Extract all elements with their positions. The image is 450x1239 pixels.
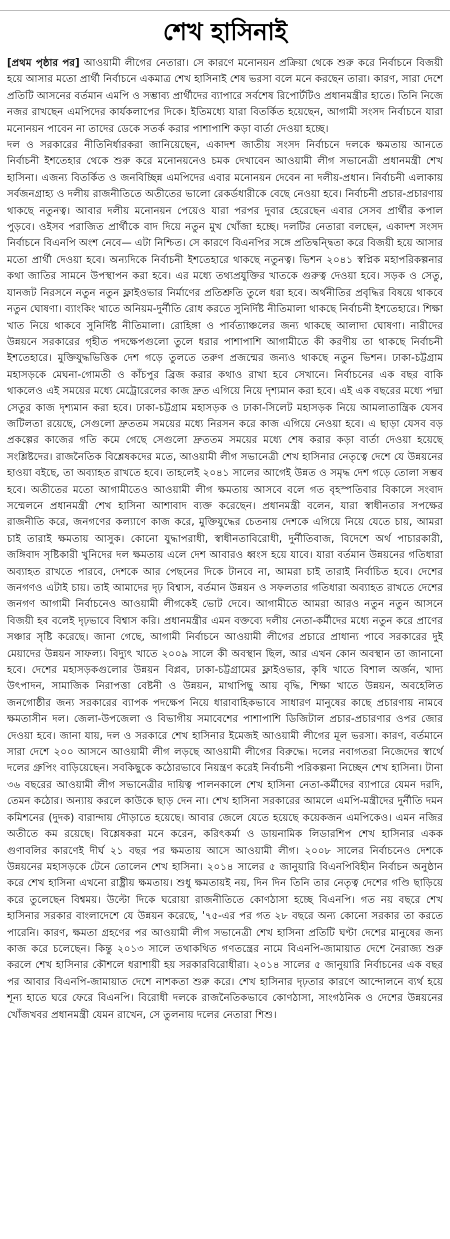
jump-label: [প্রথম পৃষ্ঠার পর] — [7, 58, 80, 69]
article-paragraph — [7, 138, 443, 1024]
paragraph-text: দল ও সরকারের নীতিনির্ধারকরা জানিয়েছেন, একাদশ জাতীয় সংসদ নির্বাচনে দলকে ক্ষমতায় আনতে নির্বাচনী ইশতেহার থেকে শুরু করে মনোনয়নেও চমক দেখাবেন আওয়ামী লীগ সভানেত্রী প্রধানমন্ত্রী শেখ হাসিনা। এজন্য বিতর্কিত ও জনবিচ্ছিন্ন এমপিদের এবার মনোনয়ন দেবেন না দলীয়-প্রধান। নির্বাচনী এলাকায় সর্বজনগ্রাহ্য ও দলীয় রাজনীতিতে অতীতের ভালো রেকর্ডধারীকে বেছে নেওয়া হবে। নির্বাচনী প্রচার-প্রচারণায় থাকছে নতুনত্ব। আবার দলীয় মনোনয়ন পেয়েও যারা পরপর দুবার হেরেছেন এবার সেসব প্রার্থীর কপাল পুড়বে। ওইসব পরাজিত প্রার্থীকে বাদ দিয়ে নতুন মুখ খোঁজা হচ্ছে। দলটির নেতারা বলছেন, একাদশ সংসদ নির্বাচনে বিএনপি অংশ নেবে— এটা নিশ্চিত। সে কারণে বিএনপির সঙ্গে প্রতিদ্বন্দ্বিতা করে বিজয়ী হয়ে আসার মতো প্রার্থী দেওয়া হবে। অন্যদিকে নির্বাচনী ইশতেহারে থাকছে নতুনত্ব। ভিশন ২০৪১ স্বপ্নিক মহাপরিকল্পনার কথা জাতির সামনে উপস্থাপন করা হবে। এর মধ্যে তথ্যপ্রযুক্তির খাতকে গুরুত্ব দেওয়া হবে। সড়ক ও সেতু, যানজট নিরসনে নতুন নতুন ফ্লাইওভার নির্মাণের প্রতিশ্রুতি তুলে ধরা হবে। অর্থনীতির প্রবৃদ্ধির বিষয়ে থাকবে নতুন ঘোষণা। ব্যাংকিং খাতে অনিয়ম-দুর্নীতি রোধ করতে সুনির্দিষ্ট নীতিমালা থাকছে নির্বাচনী ইশতেহারে। শিক্ষা খাত নিয়ে থাকবে সুনির্দিষ্ট নীতিমালা। রোহিঙ্গা ও পার্বত্যাঞ্চলের জন্য থাকছে আলাদা ঘোষণা। নারীদের উন্নয়নে সরকারের গৃহীত পদক্ষেপগুলো তুলে ধরার পাশাপাশি আগামীতে কী করণীয় তা থাকছে নির্বাচনী ইশতেহারে। মুক্তিযুদ্ধভিত্তিক দেশ গড়ে তুলতে তরুণ প্রজন্মের জন্যও থাকছে নতুন ভিশন। ঢাকা-চট্টগ্রাম মহাসড়কে মেঘনা-গোমতী ও কাঁচপুর ব্রিজ করার কথাও রাখা হবে সেখানে। নির্বাচনের এক বছর বাকি থাকলেও এই সময়ের মধ্যে মেট্রোরেলের কাজ দ্রুত এগিয়ে নিয়ে দৃশ্যমান করা হবে। এই এক বছরের মধ্যে পদ্মা সেতুর কাজ দৃশ্যমান করা হবে। ঢাকা-চট্টগ্রাম মহাসড়ক ও ঢাকা-সিলেট মহাসড়ক নিয়ে আমলাতান্ত্রিক যেসব জটিলতা রয়েছে, সেগুলো দ্রুততম সময়ের মধ্যে নিরসন করে কাজ এগিয়ে নেওয়া হবে। এ ছাড়া যেসব বড় প্রকল্পের কাজের গতি কমে গেছে সেগুলো দ্রুততম সময়ের মধ্যে শেষ করার কড়া বার্তা দেওয়া হয়েছে সংশ্লিষ্টদের। রাজনৈতিক বিশ্লেষকদের মতে, আওয়ামী লীগ সভানেত্রী শেখ হাসিনার নেতৃত্বে দেশে যে উন্নয়নের হাওয়া বইছে, তা অব্যাহত রাখতে হবে। তাহলেই ২০৪১ সালের আগেই উন্নত ও সমৃদ্ধ দেশ গড়ে তোলা সম্ভব হবে। অতীতের মতো আগামীতেও আওয়ামী লীগ ক্ষমতায় আসবে বলে গত বৃহস্পতিবার বিকালে সংবাদ সম্মেলনে প্রধানমন্ত্রী শেখ হাসিনা আশাবাদ ব্যক্ত করেছেন। প্রধানমন্ত্রী বলেন, যারা স্বাধীনতার সপক্ষের রাজনীতি করে, জনগণের কল্যাণে কাজ করে, মুক্তিযুদ্ধের চেতনায় দেশকে এগিয়ে নিয়ে যেতে চায়, আমরা চাই তারাই ক্ষমতায় আসুক। কোনো যুদ্ধাপরাধী, স্বাধীনতাবিরোধী, দুর্নীতিবাজ, বিদেশে অর্থ পাচারকারী, জঙ্গিবাদ সৃষ্টিকারী খুনিদের দল ক্ষমতায় এলে দেশ আবারও ধ্বংস হয়ে যাবে। যারা বর্তমান উন্নয়নের গতিধারা অব্যাহত রাখতে পারবে, দেশকে আর পেছনের দিকে টানবে না, আমরা চাই তারাই নির্বাচিত হবে। দেশের জনগণও এটাই চায়। তাই আমাদের দৃঢ় বিশ্বাস, বর্তমান উন্নয়ন ও সফলতার গতিধারা অব্যাহত রাখতে দেশের জনগণ আগামী নির্বাচনেও আওয়ামী লীগকেই ভোট দেবে। আগামীতে আমরা আরও নতুন নতুন আসনে বিজয়ী হব বলেই দৃঢ়ভাবে বিশ্বাস করি। প্রধানমন্ত্রীর এমন বক্তব্যে দলীয় নেতা-কর্মীদের মধ্যে নতুন করে প্রাণের সঞ্চার সৃষ্টি করেছে। জানা গেছে, আগামী নির্বাচনে আওয়ামী লীগের প্রচারে প্রাধান্য পাবে সরকারের দুই মেয়াদের উন্নয়ন সাফল্য। বিদ্যুৎ খাতে ২০০৯ সালে কী অবস্থান ছিল, আর এখন কোন অবস্থান তা জানানো হবে। দেশের মহাসড়কগুলোর উন্নয়ন বিপ্লব, ঢাকা-চট্টগ্রামের ফ্লাইওভার, কৃষি খাতে বিশাল অর্জন, খাদ্য উৎপাদন, সামাজিক নিরাপত্তা বেষ্টনী ও উন্নয়ন, মাথাপিছু আয় বৃদ্ধি, শিক্ষা খাতে উন্নয়ন, অবহেলিত জনগোষ্ঠীর জন্য সরকারের ব্যাপক পদক্ষেপ নিয়ে ধারাবাহিকভাবে সাধারণ মানুষের কাছে প্রচারণায় নামবে ক্ষমতাসীন দল। জেলা-উপজেলা ও বিভাগীয় সমাবেশের পাশাপাশি ডিজিটাল প্রচার-প্রচারণার ওপর জোর দেওয়া হবে। জানা যায়, দল ও সরকারে শেখ হাসিনার ইমেজই আওয়ামী লীগের মূল ভরসা। কারণ, বর্তমানে সারা দেশে ২০০ আসনে আওয়ামী লীগ লড়ছে আওয়ামী লীগের বিরুদ্ধে। দলের নবাগতরা নিজেদের স্বার্থে দলের গ্রুপিং বাড়িয়েছেন। সবকিছুকে কঠোরভাবে নিয়ন্ত্রণ করেই নির্বাচনী পরিকল্পনা নিচ্ছেন শেখ হাসিনা। টানা ৩৬ বছরের আওয়ামী লীগ সভানেত্রীর দায়িত্ব পালনকালে শেখ হাসিনা নেতা-কর্মীদের ব্যাপারে যেমন দরদি, তেমন কঠোর। অন্যায় করলে কাউকে ছাড় দেন না। শেখ হাসিনা সরকারের আমলে এমপি-মন্ত্রীদের দুর্নীতি দমন কমিশনের (দুদক) বারান্দায় দৌড়াতে হয়েছে। আবার জেলে যেতে হয়েছে কয়েকজন এমপিকেও। এমন নজির অতীতে কম রয়েছে। বিশ্লেষকরা মনে করেন, করিৎকর্মা ও ডায়নামিক লিডারশিপ শেখ হাসিনার একক গুণাবলির কারণেই দীর্ঘ ২১ বছর পর ক্ষমতায় আসে আওয়ামী লীগ। ২০০৮ সালের নির্বাচনেও দেশকে উন্নয়নের মহাসড়কে টেনে তোলেন শেখ হাসিনা। ২০১৪ সালের ৫ জানুয়ারি বিএনপিবিহীন নির্বাচন অনুষ্ঠান করে শেখ হাসিনা এখনো রাষ্ট্রীয় ক্ষমতায়। শুধু ক্ষমতায়ই নয়, দিন দিন তিনি তার নেতৃত্ব দেশের গণ্ডি ছাড়িয়ে করে তুলেছেন বিশ্বময়। উল্টো দিকে ঘরোয়া রাজনীতিতে কোণঠাসা হচ্ছে বিএনপি। গত নয় বছরে শেখ হাসিনার সরকার বাংলাদেশে যে উন্নয়ন করেছে, '৭৫-এর পর গত ২৮ বছরে অন্য কোনো সরকার তা করতে পারেনি। কারণ, ক্ষমতা গ্রহণের পর আওয়ামী লীগ সভানেত্রী শেখ হাসিনা প্রতিটি ঘণ্টা দেশের মানুষের জন্য কাজ করে চলেছেন। কিন্তু ২০১৩ সালে তথাকথিত গণতন্ত্রের নামে বিএনপি-জামায়াত দেশে নৈরাজ্য শুরু করলে শেখ হাসিনার কৌশলে ধরাশায়ী হয় সরকারবিরোধীরা। ২০১৪ সালের ৫ জানুয়ারি নির্বাচনের এক বছর পর আবার বিএনপি-জামায়াত দেশে নাশকতা শুরু করে। শেখ হাসিনার দৃঢ়তার কারণে আন্দোলনে ব্যর্থ হয়ে শূন্য হাতে ঘরে ফেরে বিএনপি। বিরোধী দলকে রাজনৈতিকভাবে কোণঠাসা, সাংগঠনিক ও দেশের উন্নয়নের খোঁজখবর প্রধানমন্ত্রী যেমন রাখেন, সে তুলনায় দলের নেতারা শিশু। — [7, 140, 443, 1021]
article-paragraph — [7, 56, 443, 138]
headline: শেখ হাসিনাই — [162, 18, 288, 46]
paragraph-text: আওয়ামী লীগের নেতারা। সে কারণে মনোনয়ন প্রক্রিয়া থেকে শুরু করে নির্বাচনে বিজয়ী হয়ে আসার মতো প্রার্থী নির্বাচনে একমাত্র শেখ হাসিনাই শেষ ভরসা বলে মনে করছেন তারা। কারণ, সারা দেশে প্রতিটি আসনের বর্তমান এমপি ও সম্ভাব্য প্রার্থীদের ব্যাপারে সর্বশেষ রিপোর্টটিও প্রধানমন্ত্রীর হাতে। তিনি নিজে নজর রাখছেন এমপিদের কার্যকলাপের দিকে। ইতিমধ্যে যারা বিতর্কিত হয়েছেন, আগামী সংসদ নির্বাচনে যারা মনোনয়ন পাবেন না তাদের ডেকে সতর্ক করার পাশাপাশি কড়া বার্তা দেওয়া হচ্ছে। — [7, 58, 443, 135]
article-body — [0, 52, 450, 1024]
top-rule — [0, 0, 450, 11]
